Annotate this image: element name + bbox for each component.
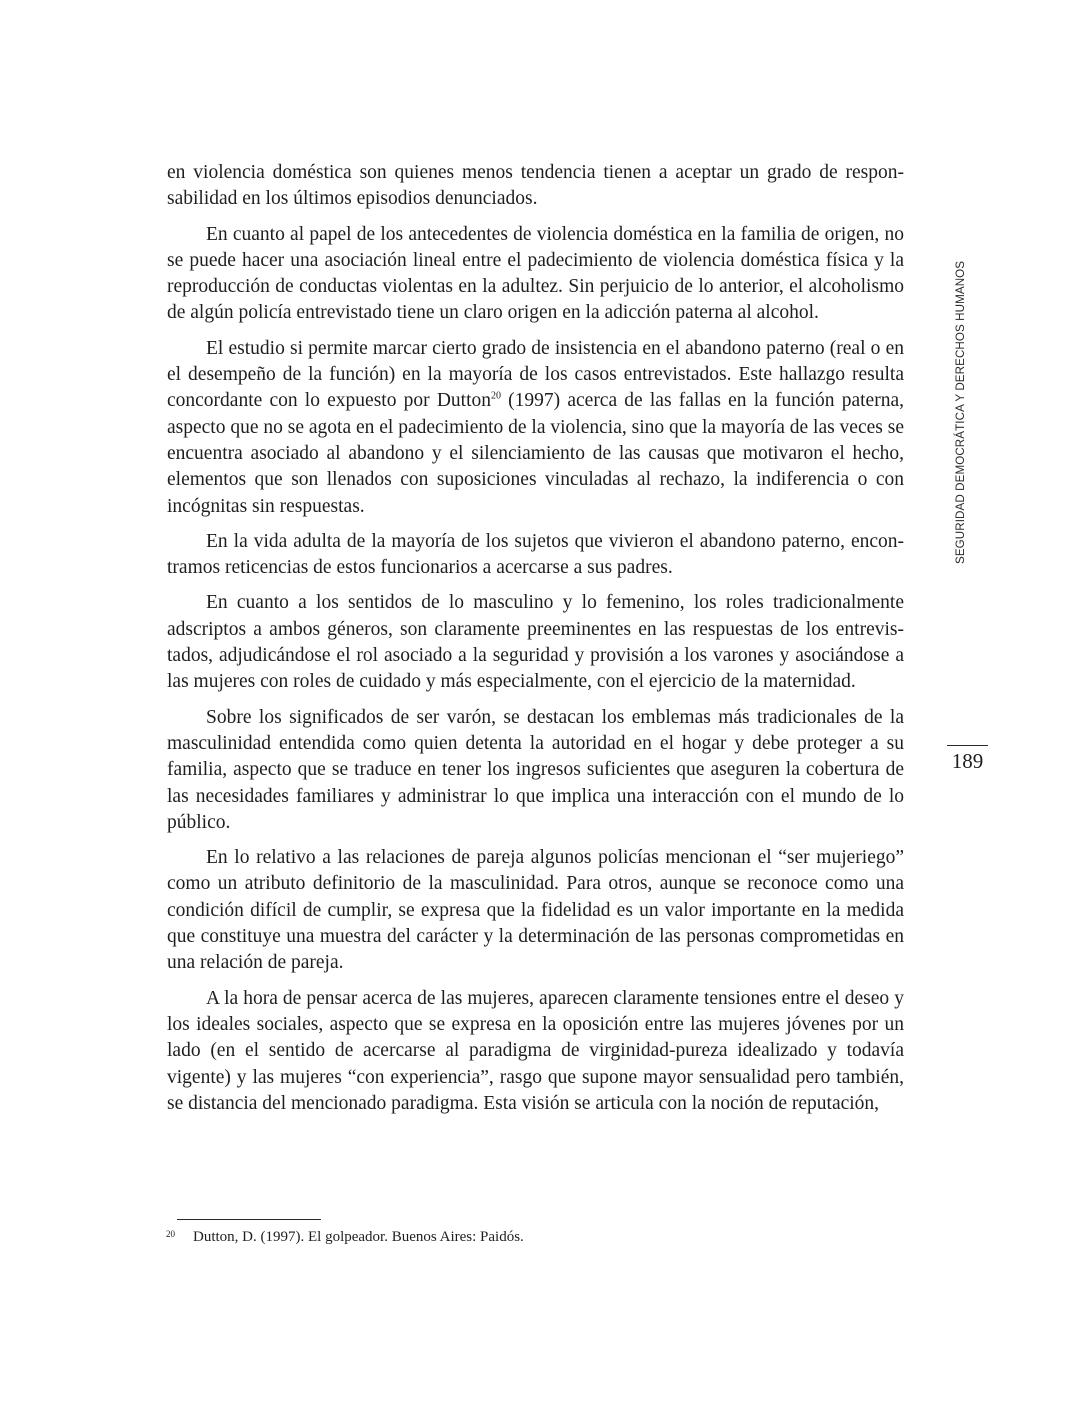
body-text [167, 160, 904, 1126]
page-number-rule [947, 745, 988, 746]
footnote-reference[interactable]: 20 [491, 390, 501, 402]
paragraph-3-text-b: (1997) acerca de las fallas en la función paterna, aspecto que no se agota en el padecimiento de la violencia, sino que la mayoría de las veces se encuentra asociado al abandono y el silenciamiento de las causas que motivaron el hecho, elementos que son llenados con suposiciones vinculadas al rechazo, la indiferencia o con incógnitas sin respuestas. [167, 390, 904, 517]
running-head-text: SEGURIDAD DEMOCRÁTICA Y DERECHOS HUMANOS [954, 260, 967, 564]
paragraph-6: Sobre los significados de ser varón, se destacan los emblemas más tradicionales de la masculinidad entendida como quien detenta la autoridad en el hogar y debe proteger a su familia, aspecto que se traduce en tener los ingresos suficientes que aseguren la cobertura de las necesidades familiares y administrar lo que implica una interacción con el mundo de lo público. [167, 706, 904, 833]
paragraph-8: A la hora de pensar acerca de las mujeres, aparecen claramente tensiones entre el deseo y los ideales sociales, aspecto que se expresa en la oposición entre las mujeres jóvenes por un lado (en el sentido de acercarse al paradigma de virginidad-pureza idealizado y todavía vigente) y las mujeres “con experiencia”, rasgo que supone mayor sensualidad pero también, se distancia del mencionado paradigma. Esta visión se articula con la noción de reputación, [167, 987, 904, 1114]
running-head [951, 244, 971, 564]
paragraph-4: En la vida adulta de la mayoría de los sujetos que vivieron el abandono paterno, encontramos reticencias de estos funcionarios a acercarse a sus padres. [167, 530, 904, 579]
footnote-text: Dutton, D. (1997). El golpeador. Buenos Aires: Paidós. [193, 1229, 524, 1245]
paragraph-1: en violencia doméstica son quienes menos tendencia tienen a aceptar un grado de responsabilidad en los últimos episodios denunciados. [167, 162, 904, 210]
footnote-number: 20 [166, 1229, 175, 1239]
paragraph-5: En cuanto a los sentidos de lo masculino y lo femenino, los roles tradicionalmente adscriptos a ambos géneros, son claramente preeminentes en las respuestas de los entrevistados, adjudicándose el rol asociado a la seguridad y provisión a los varones y asociándose a las mujeres con roles de cuidado y más especialmente, con el ejercicio de la maternidad. [167, 592, 904, 693]
paragraph-3 [167, 336, 904, 520]
paragraph-2: En cuanto al papel de los antecedentes de violencia doméstica en la familia de origen, no se puede hacer una asociación lineal entre el padecimiento de violencia doméstica física y la reproducción de conductas violentas en la adultez. Sin perjuicio de lo anterior, el alcoholismo de algún policía entrevistado tiene un claro origen en la adicción paterna al alcohol. [167, 223, 904, 324]
page-number: 189 [951, 749, 984, 773]
paragraph-7: En lo relativo a las relaciones de pareja algunos policías mencionan el “ser mujeriego” como un atributo definitorio de la masculinidad. Para otros, aunque se reconoce como una condición difícil de cumplir, se expresa que la fidelidad es un valor importante en la medida que constituye una muestra del carácter y la determinación de las personas comprometidas en una relación de pareja. [167, 847, 904, 974]
footnote-separator [177, 1219, 321, 1220]
paragraph-3-text-a: El estudio si permite marcar cierto grado de insistencia en el abandono paterno (real o en el desempeño de la función) en la mayoría de los casos entrevistados. Este hallazgo resulta concordante con lo expuesto por Dutton [167, 337, 904, 412]
